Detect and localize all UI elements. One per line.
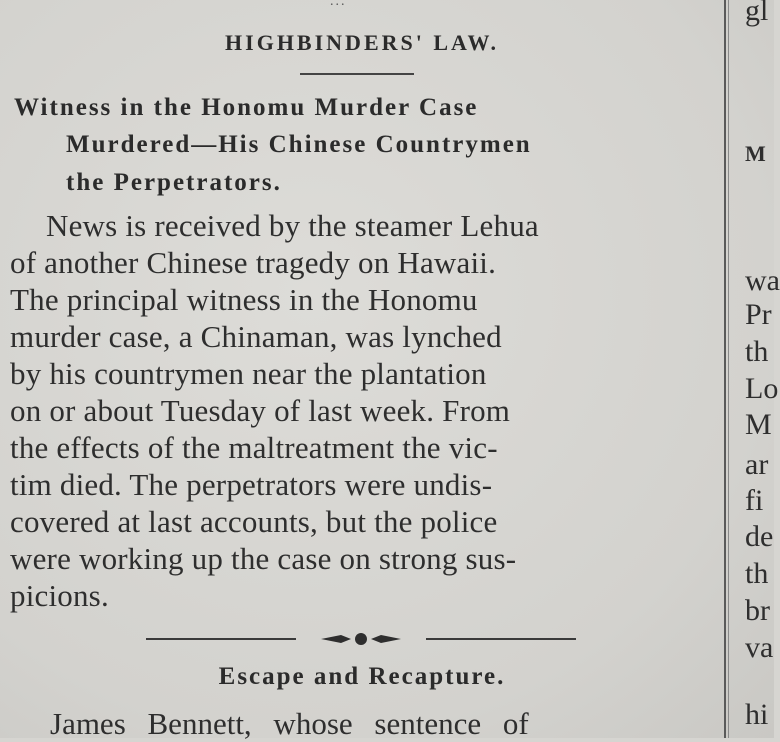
- body-line: by his countrymen near the plantation: [10, 356, 487, 391]
- body-line: News is received by the steamer Lehua: [46, 208, 539, 243]
- body-line: covered at last accounts, but the police: [10, 504, 498, 539]
- body-line: murder case, a Chinaman, was lynched: [10, 319, 502, 354]
- right-column-fragment: fi: [745, 484, 764, 517]
- right-column-fragment: hi: [745, 698, 769, 731]
- next-article-first-line: James Bennett, whose sentence of: [50, 706, 529, 741]
- right-column-fragment: th: [745, 557, 769, 590]
- body-line: the effects of the maltreatment the vic-: [10, 430, 498, 465]
- body-line: The principal witness in the Honomu: [10, 282, 478, 317]
- ornament-divider: [146, 632, 576, 646]
- body-line: of another Chinese tragedy on Hawaii.: [10, 245, 497, 280]
- right-column-fragment: Lo: [745, 372, 779, 405]
- right-column-fragment: Pr: [745, 298, 772, 331]
- column-rule-inner: [728, 0, 729, 738]
- headline: HIGHBINDERS' LAW.: [225, 30, 499, 55]
- right-column-fragment: th: [745, 335, 769, 368]
- right-column-fragment: M: [745, 408, 772, 441]
- right-column-fragment: gl: [745, 0, 769, 27]
- column-rule: [724, 0, 726, 738]
- body-line: tim died. The perpetrators were undis-: [10, 467, 493, 502]
- subheadline-line-3: the Perpetrators.: [66, 169, 282, 196]
- headline-rule: [300, 73, 414, 75]
- body-line: picions.: [10, 578, 109, 613]
- right-column-fragment: de: [745, 520, 774, 553]
- body-line: were working up the case on strong sus-: [10, 541, 517, 576]
- subheadline-line-1: Witness in the Honomu Murder Case: [14, 94, 479, 121]
- right-column-fragment: M: [745, 141, 766, 166]
- top-fragment: ...: [330, 0, 347, 9]
- body-line: on or about Tuesday of last week. From: [10, 393, 511, 428]
- right-column-fragment: ar: [745, 448, 769, 481]
- right-column-fragment: va: [745, 631, 774, 664]
- right-column-fragment: br: [745, 594, 770, 627]
- subheadline-line-2: Murdered—His Chinese Countrymen: [66, 131, 532, 158]
- next-article-title: Escape and Recapture.: [218, 663, 506, 690]
- right-column-fragment: wa: [745, 264, 780, 297]
